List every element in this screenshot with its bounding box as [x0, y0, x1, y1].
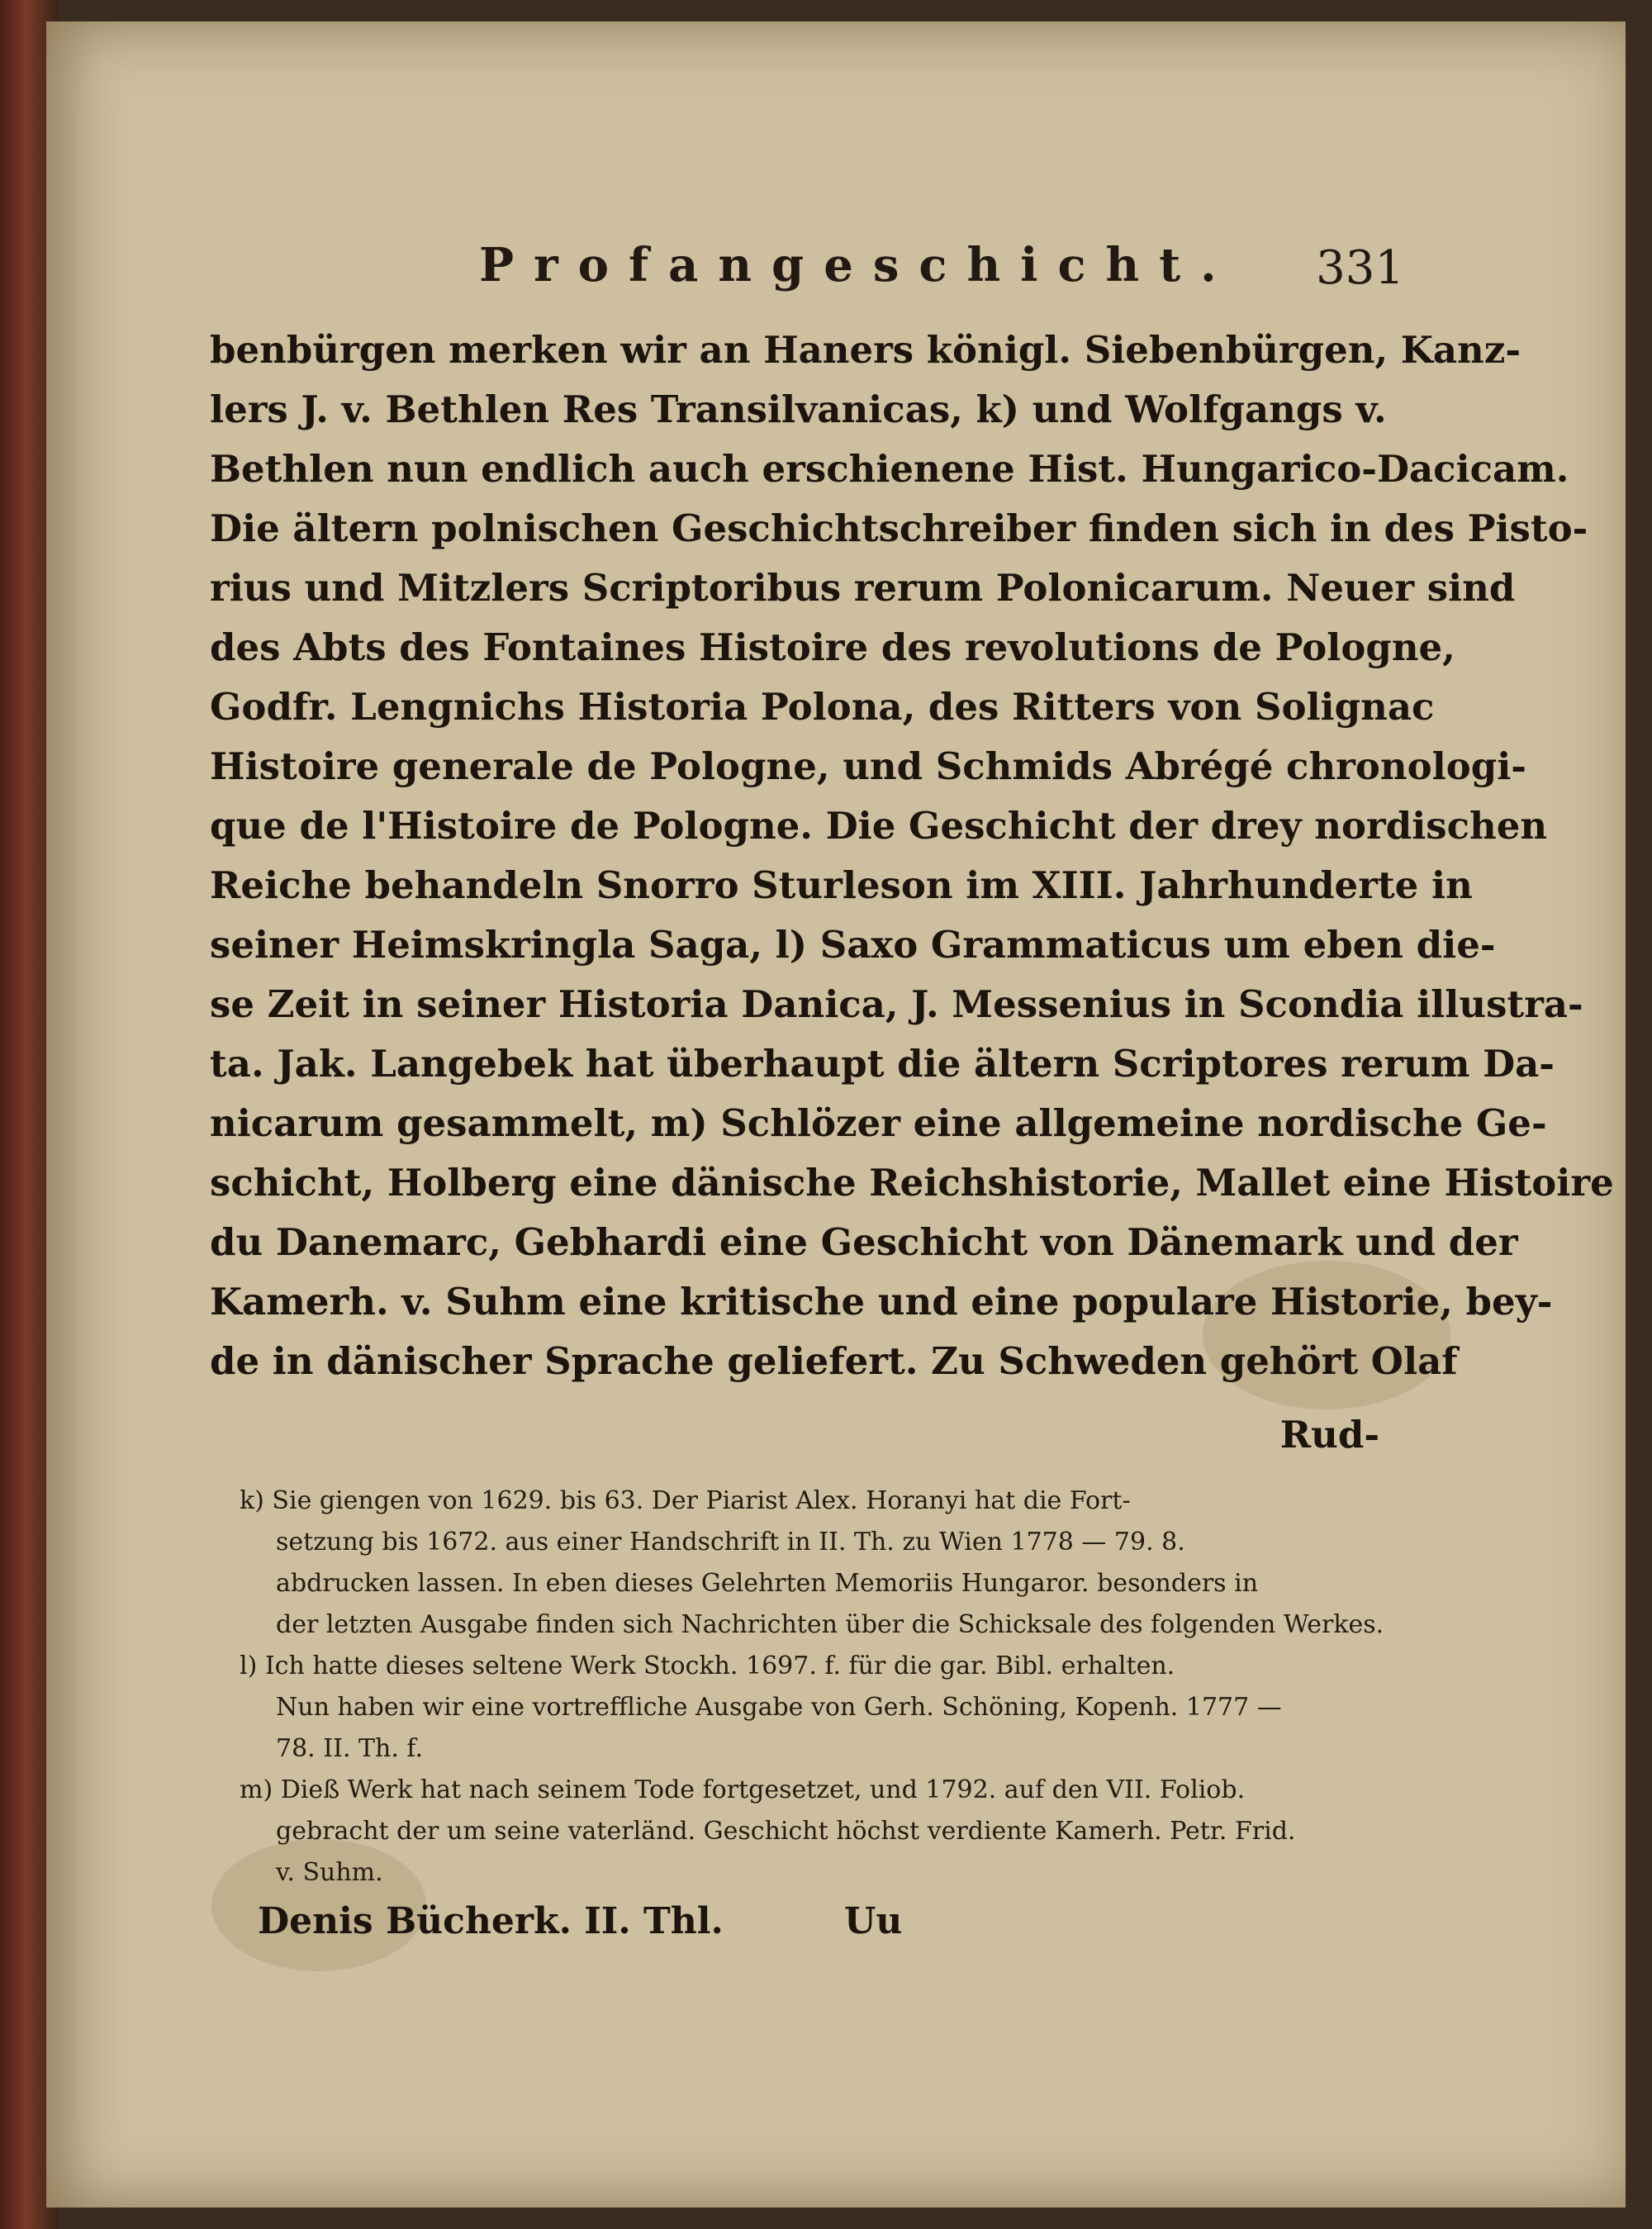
page-number: 331 — [1316, 241, 1404, 295]
text-line: de in dänischer Sprache geliefert. Zu Schweden gehört Olaf — [210, 1339, 1458, 1383]
footnote-line: gebracht der um seine vaterländ. Geschicht höchst verdiente Kamerh. Petr. Frid. — [276, 1817, 1296, 1846]
text-line: que de l'Histoire de Pologne. Die Geschicht der drey nordischen — [210, 804, 1548, 848]
footnote-line: der letzten Ausgabe finden sich Nachrichten über die Schicksale des folgenden Werkes. — [276, 1610, 1384, 1639]
footnote-line: abdrucken lassen. In eben dieses Gelehrten Memoriis Hungaror. besonders in — [276, 1569, 1259, 1598]
footnote-line: k) Sie giengen von 1629. bis 63. Der Piarist Alex. Horanyi hat die Fort- — [240, 1486, 1131, 1515]
text-line: schicht, Holberg eine dänische Reichshistorie, Mallet eine Histoire — [210, 1161, 1614, 1205]
text-line: Godfr. Lengnichs Historia Polona, des Ritters von Solignac — [210, 685, 1435, 729]
running-head: Profangeschicht. — [479, 238, 1237, 292]
text-line: lers J. v. Bethlen Res Transilvanicas, k) und Wolfgangs v. — [210, 387, 1387, 431]
signature-line — [258, 1900, 1001, 1958]
footnote-line: Nun haben wir eine vortreffliche Ausgabe von Gerh. Schöning, Kopenh. 1777 — — [276, 1693, 1282, 1722]
footnote-line: v. Suhm. — [276, 1858, 383, 1887]
text-line: seiner Heimskringla Saga, l) Saxo Grammaticus um eben die- — [210, 923, 1496, 967]
text-line: Die ältern polnischen Geschichtschreiber finden sich in des Pisto- — [210, 506, 1588, 550]
footnotes-block — [240, 1480, 1384, 1894]
text-line: Bethlen nun endlich auch erschienene Hist. Hungarico-Dacicam. — [210, 447, 1569, 491]
page-header — [463, 238, 1404, 304]
text-line: Reiche behandeln Snorro Sturleson im XIII. Jahrhunderte in — [210, 863, 1473, 907]
text-line: des Abts des Fontaines Histoire des revolutions de Pologne, — [210, 625, 1455, 669]
text-line: benbürgen merken wir an Haners königl. Siebenbürgen, Kanz- — [210, 328, 1521, 372]
footnote-line: l) Ich hatte dieses seltene Werk Stockh. 1697. f. für die gar. Bibl. erhalten. — [240, 1652, 1175, 1680]
signature-mark: Uu — [844, 1900, 903, 1942]
text-line: ta. Jak. Langebek hat überhaupt die ältern Scriptores rerum Da- — [210, 1042, 1555, 1086]
text-line: du Danemarc, Gebhardi eine Geschicht von Dänemark und der — [210, 1220, 1518, 1264]
catchword: Rud- — [1279, 1413, 1379, 1457]
main-text-block — [210, 321, 1614, 1391]
text-line: rius und Mitzlers Scriptoribus rerum Polonicarum. Neuer sind — [210, 566, 1516, 610]
text-line: se Zeit in seiner Historia Danica, J. Messenius in Scondia illustra- — [210, 982, 1583, 1026]
text-line: Histoire generale de Pologne, und Schmids Abrégé chronologi- — [210, 744, 1526, 788]
signature-title: Denis Bücherk. II. Thl. — [258, 1900, 724, 1942]
text-line: nicarum gesammelt, m) Schlözer eine allgemeine nordische Ge- — [210, 1101, 1547, 1145]
footnote-line: m) Dieß Werk hat nach seinem Tode fortgesetzet, und 1792. auf den VII. Foliob. — [240, 1775, 1246, 1804]
footnote-line: setzung bis 1672. aus einer Handschrift in II. Th. zu Wien 1778 — 79. 8. — [276, 1528, 1185, 1556]
text-line: Kamerh. v. Suhm eine kritische und eine populare Historie, bey- — [210, 1280, 1553, 1324]
footnote-line: 78. II. Th. f. — [276, 1734, 423, 1763]
